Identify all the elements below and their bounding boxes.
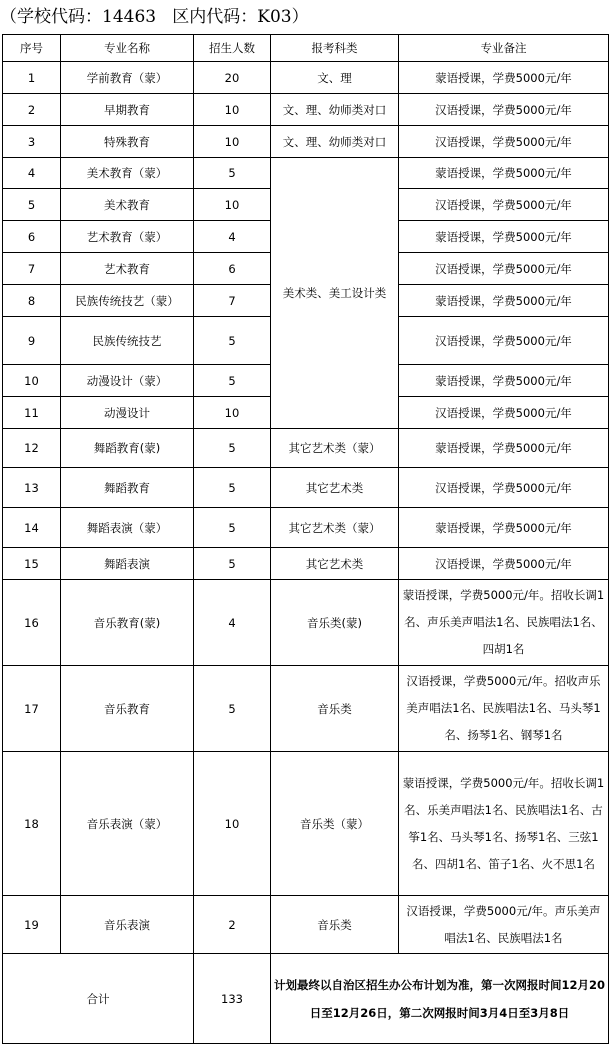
column-header-name: 专业名称 — [61, 35, 194, 62]
row-note: 汉语授课，学费5000元/年。招收声乐美声唱法1名、民族唱法1名、马头琴1名、扬琴1名、钢琴1名 — [399, 666, 609, 752]
table-row — [3, 126, 609, 158]
table-row — [3, 896, 609, 954]
row-no: 1 — [3, 62, 61, 94]
row-note: 汉语授课，学费5000元/年 — [399, 397, 609, 429]
row-count: 5 — [194, 468, 271, 508]
row-note: 汉语授课，学费5000元/年 — [399, 126, 609, 158]
row-no: 13 — [3, 468, 61, 508]
row-note: 蒙语授课，学费5000元/年 — [399, 221, 609, 253]
row-note: 蒙语授课，学费5000元/年 — [399, 508, 609, 548]
row-subject: 其它艺术类 — [271, 548, 399, 580]
row-no: 2 — [3, 94, 61, 126]
row-name: 民族传统技艺 — [61, 317, 194, 365]
row-name: 舞蹈表演 — [61, 548, 194, 580]
row-count: 5 — [194, 365, 271, 397]
enrollment-plan-table — [2, 34, 609, 1044]
row-no: 11 — [3, 397, 61, 429]
table-row — [3, 429, 609, 468]
row-count: 10 — [194, 94, 271, 126]
row-name: 学前教育（蒙） — [61, 62, 194, 94]
row-subject: 音乐类（蒙） — [271, 752, 399, 896]
row-name: 舞蹈表演（蒙） — [61, 508, 194, 548]
row-subject: 其它艺术类（蒙） — [271, 429, 399, 468]
row-name: 舞蹈教育(蒙) — [61, 429, 194, 468]
row-note: 汉语授课，学费5000元/年 — [399, 94, 609, 126]
table-row — [3, 508, 609, 548]
total-row — [3, 954, 609, 1044]
row-name: 艺术教育（蒙） — [61, 221, 194, 253]
row-no: 8 — [3, 285, 61, 317]
row-subject: 文、理 — [271, 62, 399, 94]
table-row — [3, 468, 609, 508]
row-no: 18 — [3, 752, 61, 896]
row-count: 5 — [194, 317, 271, 365]
row-count: 2 — [194, 896, 271, 954]
row-note: 蒙语授课，学费5000元/年 — [399, 429, 609, 468]
row-count: 5 — [194, 548, 271, 580]
row-no: 9 — [3, 317, 61, 365]
row-name: 动漫设计 — [61, 397, 194, 429]
row-note: 蒙语授课，学费5000元/年。招收长调1名、声乐美声唱法1名、民族唱法1名、四胡1名 — [399, 580, 609, 666]
column-header-note: 专业备注 — [399, 35, 609, 62]
row-note: 汉语授课，学费5000元/年 — [399, 468, 609, 508]
row-name: 早期教育 — [61, 94, 194, 126]
row-count: 10 — [194, 397, 271, 429]
row-name: 艺术教育 — [61, 253, 194, 285]
row-count: 20 — [194, 62, 271, 94]
row-count: 5 — [194, 666, 271, 752]
table-row — [3, 580, 609, 666]
table-row — [3, 548, 609, 580]
row-count: 5 — [194, 158, 271, 189]
table-row — [3, 94, 609, 126]
row-no: 7 — [3, 253, 61, 285]
row-count: 7 — [194, 285, 271, 317]
row-no: 10 — [3, 365, 61, 397]
row-note: 蒙语授课，学费5000元/年。招收长调1名、乐美声唱法1名、民族唱法1名、古筝1名、马头琴1名、扬琴1名、三弦1名、四胡1名、笛子1名、火不思1名 — [399, 752, 609, 896]
row-note: 汉语授课，学费5000元/年 — [399, 548, 609, 580]
row-note: 蒙语授课，学费5000元/年 — [399, 158, 609, 189]
table-row — [3, 62, 609, 94]
row-name: 美术教育 — [61, 189, 194, 221]
row-no: 12 — [3, 429, 61, 468]
row-name: 音乐表演（蒙） — [61, 752, 194, 896]
column-header-count: 招生人数 — [194, 35, 271, 62]
row-count: 10 — [194, 126, 271, 158]
row-name: 音乐教育 — [61, 666, 194, 752]
row-name: 特殊教育 — [61, 126, 194, 158]
row-no: 3 — [3, 126, 61, 158]
row-subject: 音乐类 — [271, 896, 399, 954]
row-name: 民族传统技艺（蒙） — [61, 285, 194, 317]
row-name: 舞蹈教育 — [61, 468, 194, 508]
total-note: 计划最终以自治区招生办公布计划为准，第一次网报时间12月20日至12月26日，第二次网报时间3月4日至3月8日 — [271, 954, 609, 1044]
row-note: 汉语授课，学费5000元/年。声乐美声唱法1名、民族唱法1名 — [399, 896, 609, 954]
row-note: 蒙语授课，学费5000元/年 — [399, 62, 609, 94]
row-note: 蒙语授课，学费5000元/年 — [399, 285, 609, 317]
row-subject: 音乐类(蒙) — [271, 580, 399, 666]
row-subject: 其它艺术类（蒙） — [271, 508, 399, 548]
row-name: 美术教育（蒙） — [61, 158, 194, 189]
row-subject: 音乐类 — [271, 666, 399, 752]
row-subject: 其它艺术类 — [271, 468, 399, 508]
school-code-heading: （学校代码：14463 区内代码：K03） — [0, 7, 309, 27]
row-count: 10 — [194, 752, 271, 896]
row-count: 5 — [194, 508, 271, 548]
row-note: 汉语授课，学费5000元/年 — [399, 317, 609, 365]
row-count: 10 — [194, 189, 271, 221]
row-no: 19 — [3, 896, 61, 954]
row-no: 5 — [3, 189, 61, 221]
row-name: 音乐表演 — [61, 896, 194, 954]
table-header-row — [3, 35, 609, 62]
row-note: 蒙语授课，学费5000元/年 — [399, 365, 609, 397]
row-no: 16 — [3, 580, 61, 666]
row-subject-merged: 美术类、美工设计类 — [271, 158, 399, 429]
row-note: 汉语授课，学费5000元/年 — [399, 189, 609, 221]
row-count: 4 — [194, 580, 271, 666]
column-header-subject: 报考科类 — [271, 35, 399, 62]
row-count: 4 — [194, 221, 271, 253]
row-no: 4 — [3, 158, 61, 189]
row-name: 音乐教育(蒙) — [61, 580, 194, 666]
row-subject: 文、理、幼师类对口 — [271, 126, 399, 158]
row-name: 动漫设计（蒙） — [61, 365, 194, 397]
row-no: 15 — [3, 548, 61, 580]
column-header-no: 序号 — [3, 35, 61, 62]
table-row — [3, 752, 609, 896]
row-count: 6 — [194, 253, 271, 285]
total-label: 合计 — [3, 954, 194, 1044]
row-note: 汉语授课，学费5000元/年 — [399, 253, 609, 285]
row-count: 5 — [194, 429, 271, 468]
table-row — [3, 158, 609, 189]
row-subject: 文、理、幼师类对口 — [271, 94, 399, 126]
table-row — [3, 666, 609, 752]
row-no: 17 — [3, 666, 61, 752]
total-count: 133 — [194, 954, 271, 1044]
row-no: 14 — [3, 508, 61, 548]
row-no: 6 — [3, 221, 61, 253]
